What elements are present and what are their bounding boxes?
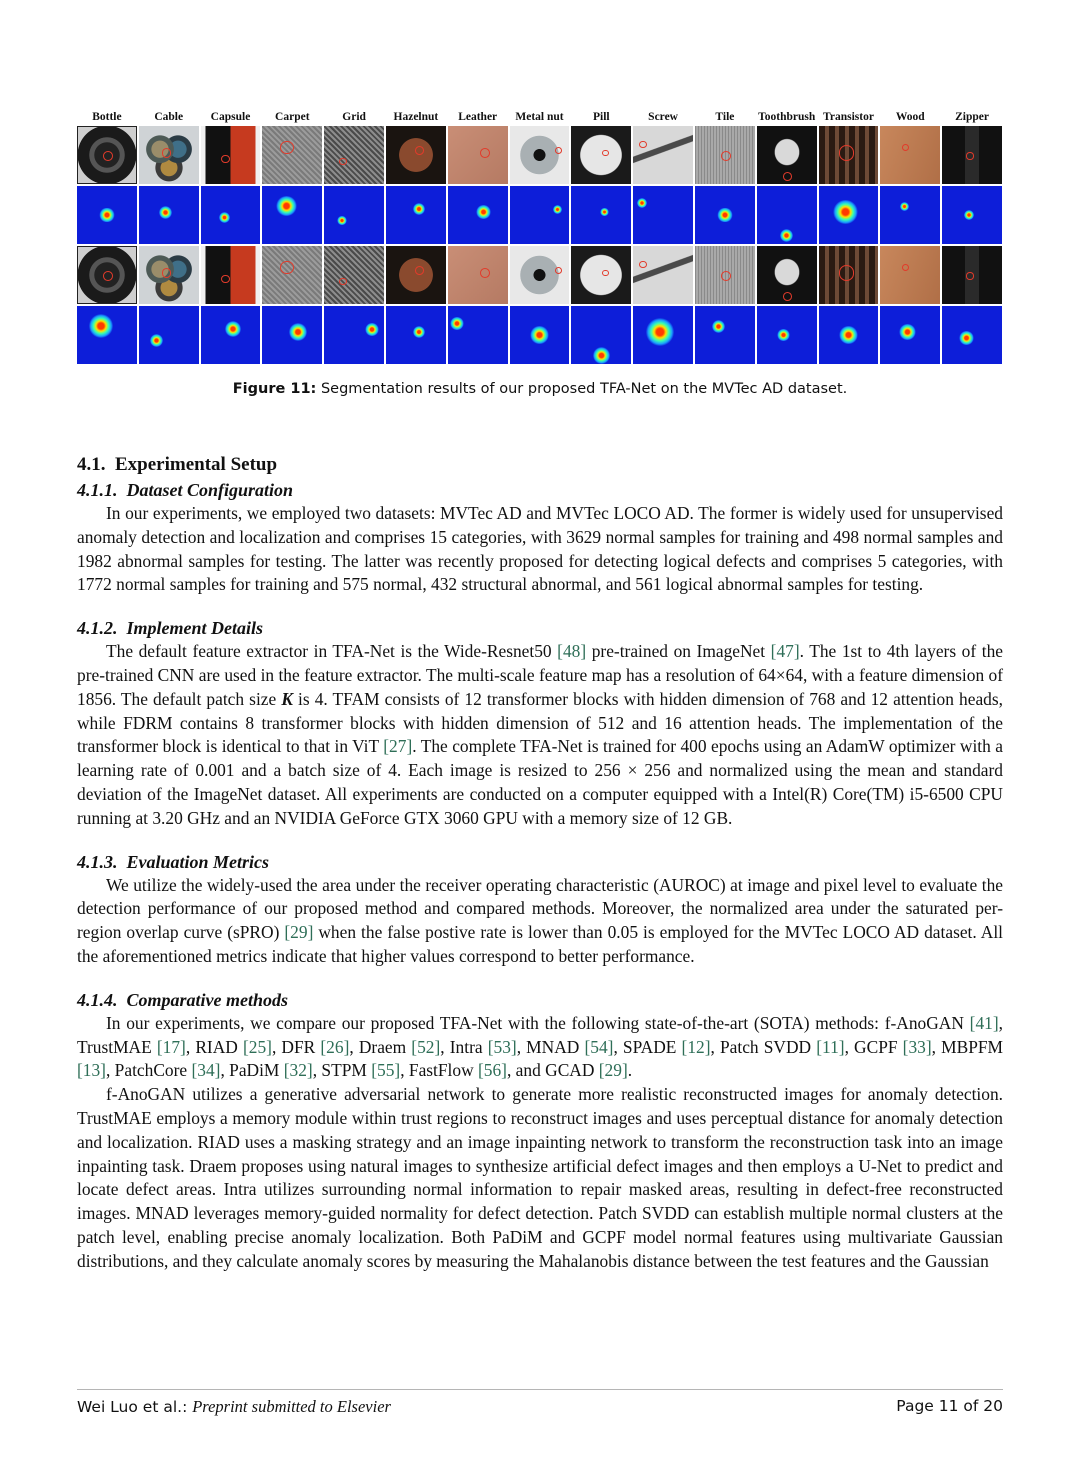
citation-link[interactable]: [27] [383,736,413,757]
defect-outline [103,271,114,281]
heatmap-hotspot [959,331,974,346]
defect-outline [783,292,793,301]
defect-outline [221,155,229,163]
citation-link[interactable]: [34] [191,1060,221,1081]
defect-outline [555,267,562,274]
anomaly-heatmap [139,306,199,364]
category-label: Capsule [210,111,251,123]
sample-image [386,126,446,184]
anomaly-heatmap [448,186,508,244]
defect-outline [555,147,562,154]
category-label: Tile [715,111,735,123]
sample-image [448,126,508,184]
figure-category-labels [77,108,1002,126]
heatmap-hotspot [777,329,790,342]
defect-outline [221,275,229,283]
anomaly-heatmap [942,306,1002,364]
heatmap-hotspot [593,347,610,363]
anomaly-heatmap [695,186,755,244]
sample-image [139,126,199,184]
body-paragraph [77,874,1003,969]
page-footer [77,1397,1003,1419]
defect-outline [639,141,647,149]
heatmap-hotspot [365,323,378,336]
defect-outline [162,268,172,277]
subsection-title: Comparative methods [126,989,288,1010]
sample-image [77,126,137,184]
text-run: In our experiments, we employed two datasets: MVTec AD and MVTec LOCO AD. The former is widely used for unsupervised anomaly detection and localization and comprises 15 categories, with 3629 normal samples for training and 498 normal samples and 1982 abnormal samples for testing. The latter was recently proposed for detecting logical defects and comprises 5 categories, with 1772 normal samples for training and 575 normal, 432 structural abnormal, and 561 logical abnormal samples for testing. [77,503,1003,595]
text-run: pre-trained on ImageNet [586,641,771,662]
subsections-container [77,478,1003,1274]
anomaly-heatmap [633,306,693,364]
subsection-number: 4.1.2. [77,618,118,639]
defect-outline [162,148,172,157]
subsection-heading [77,850,1003,874]
heatmap-hotspot [289,323,307,340]
anomaly-heatmap [571,186,631,244]
sample-image [880,246,940,304]
citation-link[interactable]: [47] [770,641,800,662]
citation-link[interactable]: [29] [598,1060,628,1081]
text-run: , TrustMAE [77,1012,1003,1057]
subsection-heading [77,988,1003,1012]
sample-image [201,126,261,184]
subsection-heading [77,478,1003,502]
sample-image [757,246,817,304]
anomaly-heatmap [448,306,508,364]
category-label: Pill [592,111,610,123]
category-label: Screw [648,111,678,123]
sample-image [139,246,199,304]
anomaly-heatmap [510,306,570,364]
citation-link[interactable]: [17] [156,1036,186,1057]
heatmap-hotspot [89,314,114,338]
figure-11 [77,108,1002,364]
body-paragraph [77,640,1003,830]
heatmap-hotspot [276,196,297,216]
body-paragraph [77,1012,1003,1083]
text-run: , PaDiM [220,1060,284,1081]
heatmap-hotspot [964,210,974,219]
heatmap-hotspot [476,205,490,219]
heatmap-hotspot [413,203,425,215]
sample-image [695,246,755,304]
sample-image [201,246,261,304]
sample-image [510,126,570,184]
text-run: when the false postive rate is lower than 0.05 is employed for the MVTec LOCO AD dataset. All the aforementioned metrics indicate that higher values correspond to better performance. [77,922,1004,966]
text-run: , PatchCore [105,1060,192,1081]
sample-image [819,246,879,304]
text-run: In our experiments, we compare our proposed TFA-Net with the following state-of-the-art (SOTA) methods: f-AnoGAN [106,1012,970,1033]
citation-link[interactable]: [55] [371,1060,401,1081]
category-label: Wood [895,111,925,123]
text-run: . [627,1060,633,1081]
subsection-title: Evaluation Metrics [126,851,270,872]
citation-link[interactable]: [56] [478,1060,507,1081]
heatmap-hotspot [337,216,347,225]
anomaly-heatmap [77,306,137,364]
sample-image [386,246,446,304]
citation-link[interactable]: [25] [242,1036,272,1057]
heatmap-hotspot [413,326,425,338]
heatmap-hotspot [646,318,674,346]
citation-link[interactable]: [26] [320,1036,350,1057]
defect-outline [839,265,855,281]
defect-outline [966,272,973,279]
citation-link[interactable]: [52] [411,1036,441,1057]
anomaly-heatmap [324,306,384,364]
heatmap-hotspot [900,202,910,211]
defect-outline [602,150,609,157]
category-label: Bottle [92,111,122,123]
category-label: Cable [154,111,184,123]
category-label: Carpet [275,111,310,123]
anomaly-heatmap [386,186,446,244]
anomaly-heatmap [819,306,879,364]
text-run: , RIAD [185,1036,243,1057]
sample-image [695,126,755,184]
text-run: , FastFlow [400,1060,478,1081]
text-run: , Intra [440,1036,488,1057]
heatmap-hotspot [717,208,732,223]
anomaly-heatmap [757,306,817,364]
anomaly-heatmap [510,186,570,244]
text-run: . The 1st to 4th layers of the pre-trained CNN are used in the feature extractor. The multi-scale feature map has a resolution of 64×64, with a feature dimension of 1856. The default patch size [77,641,1003,709]
footer-venue: Preprint submitted to Elsevier [192,1397,391,1416]
category-label: Leather [458,111,498,123]
text-run: , Patch SVDD [710,1036,817,1057]
anomaly-heatmap [880,306,940,364]
text-run: f-AnoGAN utilizes a generative adversarial network to generate more realistic reconstructed images for anomaly detection. TrustMAE employs a memory module within trust regions to reconstruct images and uses perceptual distance for anomaly detection and localization. RIAD uses a masking strategy and an image inpainting network to transform the reconstruction task into an image inpainting task. Draem proposes using natural images to synthesize artificial defect images and then employs a U-Net to predict and locate defect areas. Intra utilizes surrounding normal information to repair masked areas, resulting in defect-free reconstructed images. MNAD leverages memory-guided normality for defect detection. Patch SVDD can establish multiple normal clusters at the patch level, enabling precise anomaly localization. Both PaDiM and GCPF model normal features using multivariate Gaussian distributions, and they calculate anomaly scores by measuring the Mahalanobis distance between the test features and the Gaussian [77,1084,1003,1271]
defect-outline [902,264,909,271]
text-run: . The complete TFA-Net is trained for 400 epochs using an AdamW optimizer with a learning rate of 0.001 and a batch size of 4. Each image is resized to 256 × 256 and normalized using the mean and standard deviation of the ImageNet dataset. All experiments are conducted on a computer equipped with a Intel(R) Core(TM) i5-6500 CPU running at 3.20 GHz and an NVIDIA GeForce GTX 3060 GPU with a memory size of 12 GB. [77,736,1003,828]
anomaly-heatmap [819,186,879,244]
subsection-number: 4.1.4. [77,989,118,1010]
citation-link[interactable]: [12] [681,1036,711,1057]
heatmap-hotspot [833,200,858,224]
sample-image [819,126,879,184]
defect-outline [339,278,346,285]
citation-link[interactable]: [13] [77,1060,106,1081]
sample-image [942,246,1002,304]
sample-image [633,126,693,184]
citation-link[interactable]: [11] [816,1036,845,1057]
sample-image [262,246,322,304]
defect-outline [783,172,793,181]
heatmap-hotspot [553,205,563,214]
defect-outline [639,261,647,269]
anomaly-heatmap [201,186,261,244]
defect-outline [902,144,909,151]
subsection-title: Dataset Configuration [126,480,294,500]
defect-outline [721,151,732,161]
text-run: , MNAD [516,1036,585,1057]
citation-link[interactable]: [32] [283,1060,313,1081]
subsection-number: 4.1.3. [77,851,118,872]
category-label: Transistor [823,111,874,123]
defect-outline [415,266,424,275]
anomaly-heatmap [942,186,1002,244]
defect-outline [480,148,490,158]
section-number: 4.1. [77,454,106,475]
text-run: , and GCAD [506,1060,599,1081]
text-run: The default feature extractor in TFA-Net is the Wide-Resnet50 [106,641,558,662]
figure-caption [0,381,1080,397]
footer-divider [77,1389,1003,1390]
defect-outline [103,151,114,161]
defect-outline [839,145,855,161]
anomaly-heatmap [757,186,817,244]
defect-outline [721,271,732,281]
heatmap-hotspot [899,324,916,340]
anomaly-heatmap [262,306,322,364]
footer-page-number: Page 11 of 20 [896,1397,1003,1415]
text-run: , SPADE [613,1036,682,1057]
text-run: , GCPF [844,1036,903,1057]
heatmap-hotspot [600,208,609,216]
defect-outline [339,158,346,165]
section-title: Experimental Setup [115,454,278,475]
sample-image [448,246,508,304]
text-run: We utilize the widely-used the area under the receiver operating characteristic (AUROC) at image and pixel level to evaluate the detection performance of our proposed method and compared methods. Moreover, the normalized area under the saturated per-region overlap curve (sPRO) [77,874,1003,943]
defect-outline [280,261,294,274]
footer-authors: Wei Luo et al. [77,1398,183,1416]
category-label: Hazelnut [393,111,439,123]
heatmap-hotspot [637,198,648,208]
text-run: , MBPFM [931,1036,1003,1057]
heatmap-hotspot [780,229,793,242]
anomaly-heatmap [571,306,631,364]
anomaly-heatmap [633,186,693,244]
sample-image [880,126,940,184]
heatmap-hotspot [159,206,172,219]
text-run: is 4. TFAM consists of 12 transformer blocks with hidden dimension of 768 and 12 attention heads, while FDRM contains 8 transformer blocks with hidden dimension of 512 and 16 attention heads. The implementation of the transformer block is identical to that in ViT [77,688,1003,757]
anomaly-heatmap [386,306,446,364]
body-paragraph [77,502,1003,597]
text-run: , Draem [349,1036,412,1057]
sample-image [77,246,137,304]
citation-link[interactable]: [53] [487,1036,517,1057]
defect-outline [415,146,424,155]
subsection-number: 4.1.1. [77,480,118,500]
sample-image [571,246,631,304]
citation-link[interactable]: [54] [584,1036,614,1057]
citation-link[interactable]: [41] [969,1012,999,1033]
figure-caption-text: Segmentation results of our proposed TFA-Net on the MVTec AD dataset. [320,381,848,397]
heatmap-hotspot [150,334,163,347]
footer-separator: : [182,1398,193,1416]
anomaly-heatmap [201,306,261,364]
main-content [77,452,1003,1274]
heatmap-hotspot [225,321,241,337]
sample-image [757,126,817,184]
category-label: Toothbrush [758,111,816,123]
citation-link[interactable]: [48] [557,641,587,662]
category-label: Zipper [955,111,990,123]
category-label: Metal nut [515,111,564,123]
text-run: , STPM [312,1060,372,1081]
anomaly-heatmap [880,186,940,244]
sample-image [633,246,693,304]
anomaly-heatmap [324,186,384,244]
citation-link[interactable]: [33] [902,1036,932,1057]
heatmap-hotspot [99,208,114,223]
anomaly-heatmap [77,186,137,244]
anomaly-heatmap [262,186,322,244]
citation-link[interactable]: [29] [284,922,314,943]
defect-outline [280,141,294,154]
text-run: , DFR [271,1036,321,1057]
figure-caption-label: Figure 11: [232,381,317,397]
subsection-heading [77,616,1003,640]
sample-image [571,126,631,184]
heatmap-hotspot [450,317,464,331]
heatmap-hotspot [530,326,549,344]
sample-image [324,246,384,304]
heatmap-hotspot [839,326,858,344]
figure-image-grid [77,126,1002,364]
math-symbol: K [281,688,293,709]
sample-image [942,126,1002,184]
anomaly-heatmap [695,306,755,364]
defect-outline [480,268,490,278]
section-heading [77,452,1003,478]
sample-image [262,126,322,184]
anomaly-heatmap [139,186,199,244]
heatmap-hotspot [712,320,725,333]
sample-image [510,246,570,304]
defect-outline [602,270,609,277]
body-paragraph [77,1083,1003,1273]
category-label: Grid [342,111,366,123]
subsection-title: Implement Details [126,618,263,639]
footer-citation [77,1397,391,1417]
defect-outline [966,152,973,159]
sample-image [324,126,384,184]
heatmap-hotspot [219,212,230,223]
